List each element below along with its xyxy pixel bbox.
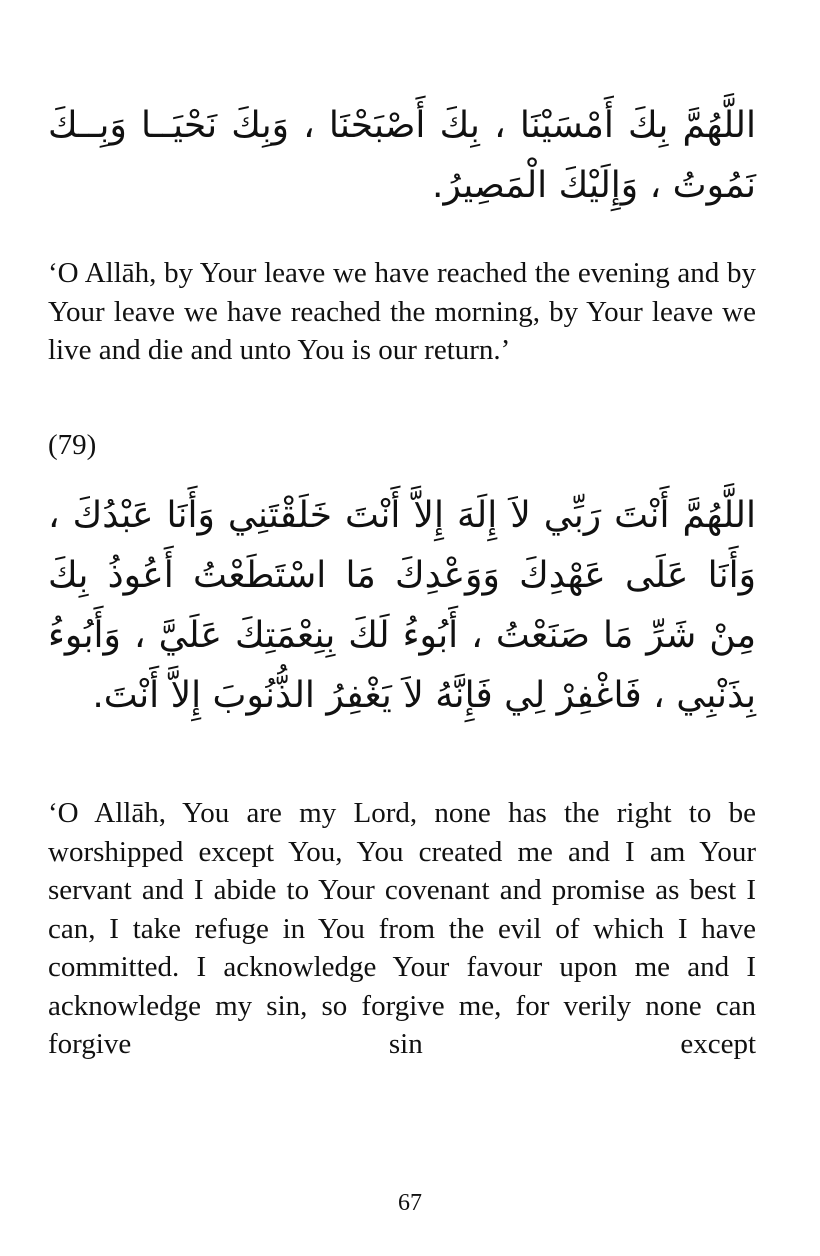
dua-79-translation: ‘O Allāh, You are my Lord, none has the right to be worshipped except You, You created me and I am Your servant and I abide to Your covenant and promise as best I can, I take refuge in You from the evil of which I have committed. I acknowledge Your favour upon me and I acknowledge my sin, so forgive me, for verily none can forgive sin except bbox=[48, 797, 756, 1060]
dua-78-arabic-text: اللَّهُمَّ بِكَ أَمْسَيْنَا ، بِكَ أَصْبَحْنَا ، وَبِكَ نَحْيَــا وَبِــكَ نَمُوتُ ، وَإِلَيْكَ الْمَصِيرُ. bbox=[48, 105, 756, 206]
dua-78-translation: ‘O Allāh, by Your leave we have reached the evening and by Your leave we have reached the morning, by Your leave we live and die and unto You is our return.’ bbox=[48, 257, 756, 366]
dua-79-arabic-text: اللَّهُمَّ أَنْتَ رَبِّي لاَ إِلَهَ إِلاَّ أَنْتَ خَلَقْتَنِي وَأَنَا عَبْدُكَ ، وَأَنَا عَلَى عَهْدِكَ وَوَعْدِكَ مَا اسْتَطَعْتُ أَعُوذُ بِكَ مِنْ شَرِّ مَا صَنَعْتُ ، أَبُوءُ لَكَ بِنِعْمَتِكَ عَلَيَّ ، وَأَبُوءُ بِذَنْبِي ، فَاغْفِرْ لِي فَإِنَّهُ لاَ يَغْفِرُ الذُّنُوبَ إِلاَّ أَنْتَ. bbox=[48, 495, 756, 716]
dua-79-number: (79) bbox=[48, 429, 97, 461]
page-number: 67 bbox=[398, 1190, 422, 1216]
